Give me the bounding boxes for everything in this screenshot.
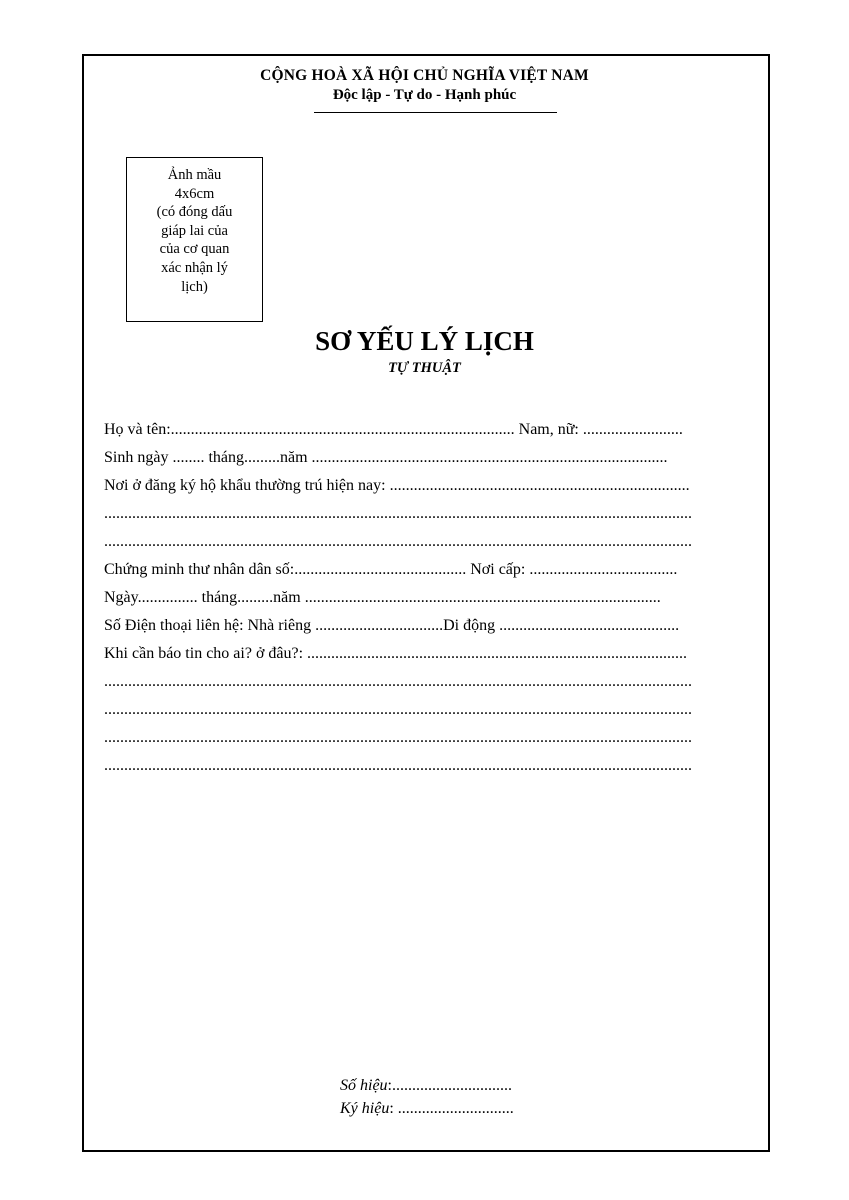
photo-text-line: giáp lai của	[161, 222, 228, 239]
photo-text-line: (có đóng dấu	[156, 204, 233, 221]
form-row-contact-continued[interactable]: ...................................................................................................................................................	[104, 673, 692, 690]
form-row-phone[interactable]: Số Điện thoại liên hệ: Nhà riêng ................................Di động .............................................	[104, 617, 680, 634]
form-row-address-continued[interactable]: ...................................................................................................................................................	[104, 533, 692, 550]
form-row-id-issue-date[interactable]: Ngày............... tháng.........năm .........................................................................................	[104, 589, 661, 606]
national-motto: Độc lập - Tự do - Hạnh phúc	[332, 87, 517, 103]
form-row-contact-continued[interactable]: ...................................................................................................................................................	[104, 701, 692, 718]
form-row-id-number[interactable]: Chứng minh thư nhân dân số:........................................... Nơi cấp: .....................................	[104, 561, 678, 578]
photo-text-line: 4x6cm	[174, 185, 215, 202]
footer-so-hieu	[340, 1077, 512, 1095]
form-row-address-continued[interactable]: ...................................................................................................................................................	[104, 505, 692, 522]
so-hieu-label: Số hiệu	[340, 1077, 388, 1094]
document-subtitle: TỰ THUẬT	[388, 360, 461, 376]
photo-text-line: lịch)	[181, 278, 208, 295]
document-title: SƠ YẾU LÝ LỊCH	[315, 326, 534, 356]
form-row-contact-continued[interactable]: ...................................................................................................................................................	[104, 729, 692, 746]
photo-placeholder	[126, 157, 263, 322]
form-row-birth-date[interactable]: Sinh ngày ........ tháng.........năm .........................................................................................	[104, 449, 668, 466]
photo-text-line: của cơ quan	[159, 241, 230, 258]
ky-hieu-label: Ký hiệu	[340, 1100, 390, 1117]
national-title: CỘNG HOÀ XÃ HỘI CHỦ NGHĨA VIỆT NAM	[260, 67, 589, 84]
form-row-full-name[interactable]: Họ và tên:...................................................................................... Nam, nữ: .........................	[104, 421, 683, 438]
so-hieu-value[interactable]: :..............................	[387, 1077, 512, 1094]
photo-text-line: Ảnh mầu	[167, 167, 222, 183]
form-row-contact-continued[interactable]: ...................................................................................................................................................	[104, 757, 692, 774]
form-row-registered-address[interactable]: Nơi ở đăng ký hộ khẩu thường trú hiện nay: ...........................................................................	[104, 477, 690, 494]
footer-ky-hieu	[340, 1100, 514, 1118]
motto-underline	[314, 112, 557, 113]
photo-text-line: xác nhận lý	[161, 259, 228, 276]
ky-hieu-value[interactable]: : .............................	[389, 1100, 514, 1117]
form-row-emergency-contact[interactable]: Khi cần báo tin cho ai? ở đâu?: ...............................................................................................	[104, 645, 688, 662]
